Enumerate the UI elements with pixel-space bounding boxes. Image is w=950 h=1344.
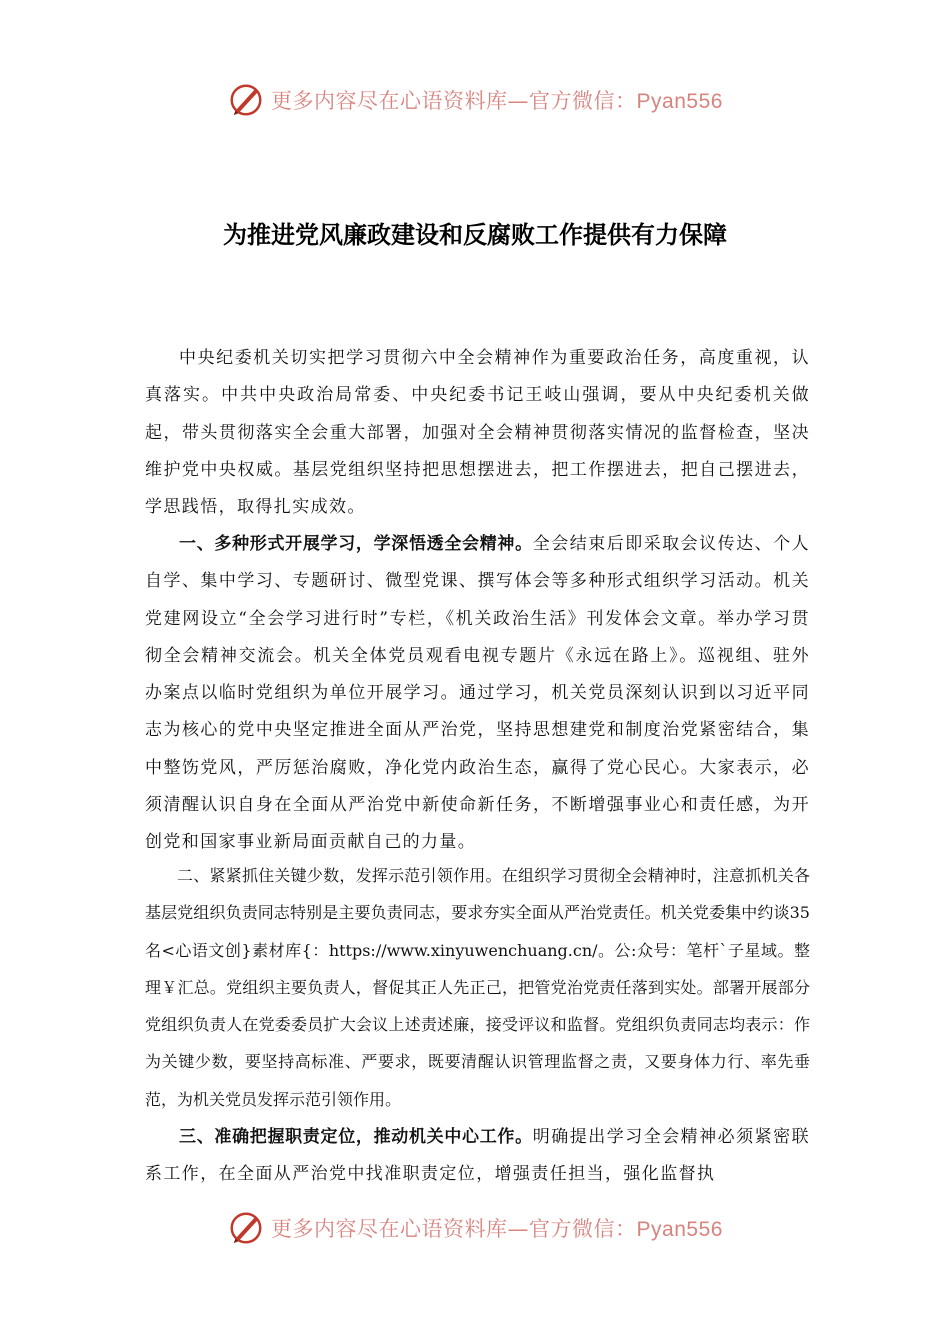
wechat-id: Pyan556 [636,90,723,113]
watermark-text: 更多内容尽在心语资料库—官方微信：Pyan556 [271,1217,723,1241]
section-two [145,857,810,1118]
section-one-heading: 一、多种形式开展学习，学深悟透全会精神。 [179,534,533,554]
paragraph-section-one [145,526,810,862]
section-three-heading: 三、准确把握职责定位，推动机关中心工作。 [179,1127,533,1147]
section-one-body: 全会结束后即采取会议传达、个人自学、集中学习、专题研讨、微型党课、撰写体会等多种形式组织学习活动。机关党建网设立“全会学习进行时”专栏，《机关政治生活》刊发体会文章。举办学习贯彻全会精神交流会。机关全体党员观看电视专题片《永远在路上》。巡视组、驻外办案点以临时党组织为单位开展学习。通过学习，机关党员深刻认识到以习近平同志为核心的党中央坚定推进全面从严治党，坚持思想建党和制度治党紧密结合，集中整饬党风，严厉惩治腐败，净化党内政治生态，赢得了党心民心。大家表示，必须清醒认识自身在全面从严治党中新使命新任务，不断增强事业心和责任感，为开创党和国家事业新局面贡献自己的力量。 [145,534,811,853]
section-three-body: 明确提出学习全会精神必须紧密联系工作，在全面从严治党中找准职责定位，增强责任担当，强化监督执 [145,1127,811,1185]
footer-watermark [0,1208,950,1248]
wechat-id: Pyan556 [636,1218,723,1241]
paragraph-section-three [145,1119,810,1194]
section-one [145,526,810,862]
paragraph-section-two: 二、紧紧抓住关键少数，发挥示范引领作用。在组织学习贯彻全会精神时，注意抓机关各基层党组织负责同志特别是主要负责同志，要求夯实全面从严治党责任。机关党委集中约谈35名<心语文创}素材库{：https://www.xinyuwenchuang.cn/。公:众号：笔杆`子星域。整理￥汇总。党组织主要负责人，督促其正人先正己，把管党治党责任落到实处。部署开展部分党组织负责人在党委委员扩大会议上述责述廉，接受评议和监督。党组织负责同志均表示：作为关键少数，要坚持高标准、严要求，既要清醒认识管理监督之责，又要身体力行、率先垂范，为机关党员发挥示范引领作用。 [145,866,810,1109]
pen-circle-logo-icon [227,1209,265,1247]
pen-circle-logo-icon [227,81,265,119]
page-title: 为推进党风廉政建设和反腐败工作提供有力保障 [223,221,727,249]
header-watermark [0,80,950,120]
watermark-text: 更多内容尽在心语资料库—官方微信：Pyan556 [271,89,723,113]
section-intro [145,340,810,526]
paragraph-intro: 中央纪委机关切实把学习贯彻六中全会精神作为重要政治任务，高度重视，认真落实。中共中央政治局常委、中央纪委书记王岐山强调，要从中央纪委机关做起，带头贯彻落实全会重大部署，加强对全会精神贯彻落实情况的监督检查，坚决维护党中央权威。基层党组织坚持把思想摆进去，把工作摆进去，把自己摆进去，学思践悟，取得扎实成效。 [145,348,810,518]
section-three [145,1119,810,1194]
